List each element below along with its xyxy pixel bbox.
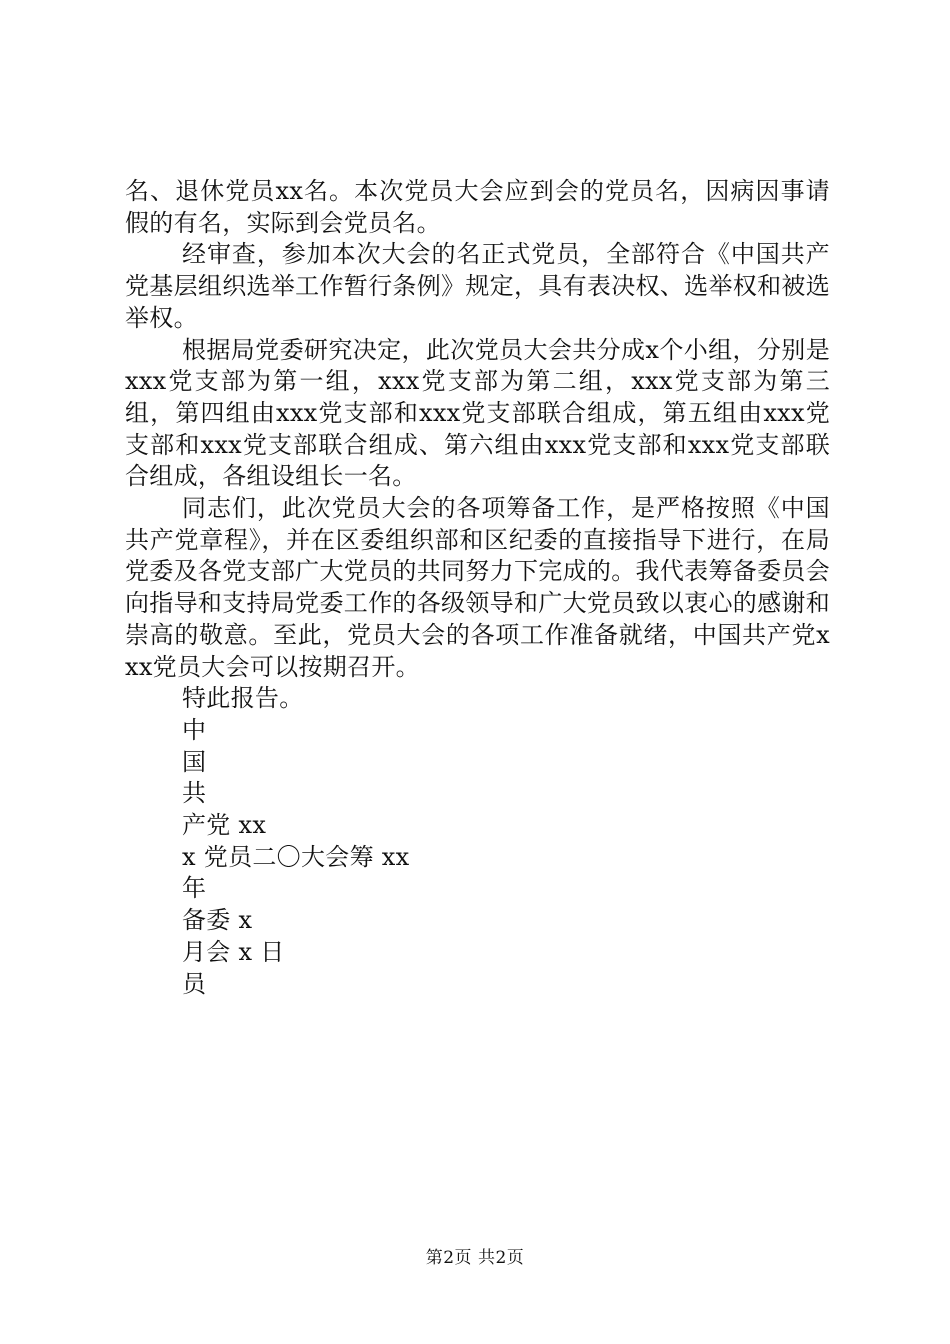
paragraph-thanks: 同志们，此次党员大会的各项筹备工作，是严格按照《中国共产党章程》，并在区委组织部和区纪委的直接指导下进行，在局党委及各党支部广大党员的共同努力下完成的。我代表筹备委员会向指导和支持局党委工作的各级领导和广大党员致以衷心的感谢和崇高的敬意。至此，党员大会的各项工作准备就绪，中国共产党xxx党员大会可以按期召开。 (125, 494, 830, 681)
signature-line: x 党员二〇大会筹 xx (182, 842, 410, 871)
document-body (125, 176, 830, 1000)
page-number-footer: 第2页 共2页 (425, 1248, 525, 1268)
signature-line: 备委 x (182, 906, 253, 935)
closing-line: 特此报告。 (182, 684, 304, 713)
signature-line: 共 (182, 779, 207, 808)
signature-line: 年 (182, 874, 207, 903)
paragraph-review: 经审查，参加本次大会的名正式党员，全部符合《中国共产党基层组织选举工作暂行条例》规定，具有表决权、选举权和被选举权。 (125, 240, 830, 332)
signature-line: 中 (182, 715, 207, 744)
signature-line: 产党 xx (182, 811, 267, 840)
paragraph-attendance: 名、退休党员xx名。本次党员大会应到会的党员名，因病因事请假的有名，实际到会党员名。 (125, 177, 830, 237)
signature-line: 国 (182, 747, 207, 776)
paragraph-groups: 根据局党委研究决定，此次党员大会共分成x个小组，分别是xxx党支部为第一组，xxx党支部为第二组，xxx党支部为第三组，第四组由xxx党支部和xxx党支部联合组成，第五组由xxx党支部和xxx党支部联合组成、第六组由xxx党支部和xxx党支部联合组成，各组设组长一名。 (125, 335, 830, 491)
signature-line: 员 (182, 969, 207, 998)
signature-block (125, 715, 830, 1000)
signature-line: 月会 x 日 (182, 937, 285, 966)
